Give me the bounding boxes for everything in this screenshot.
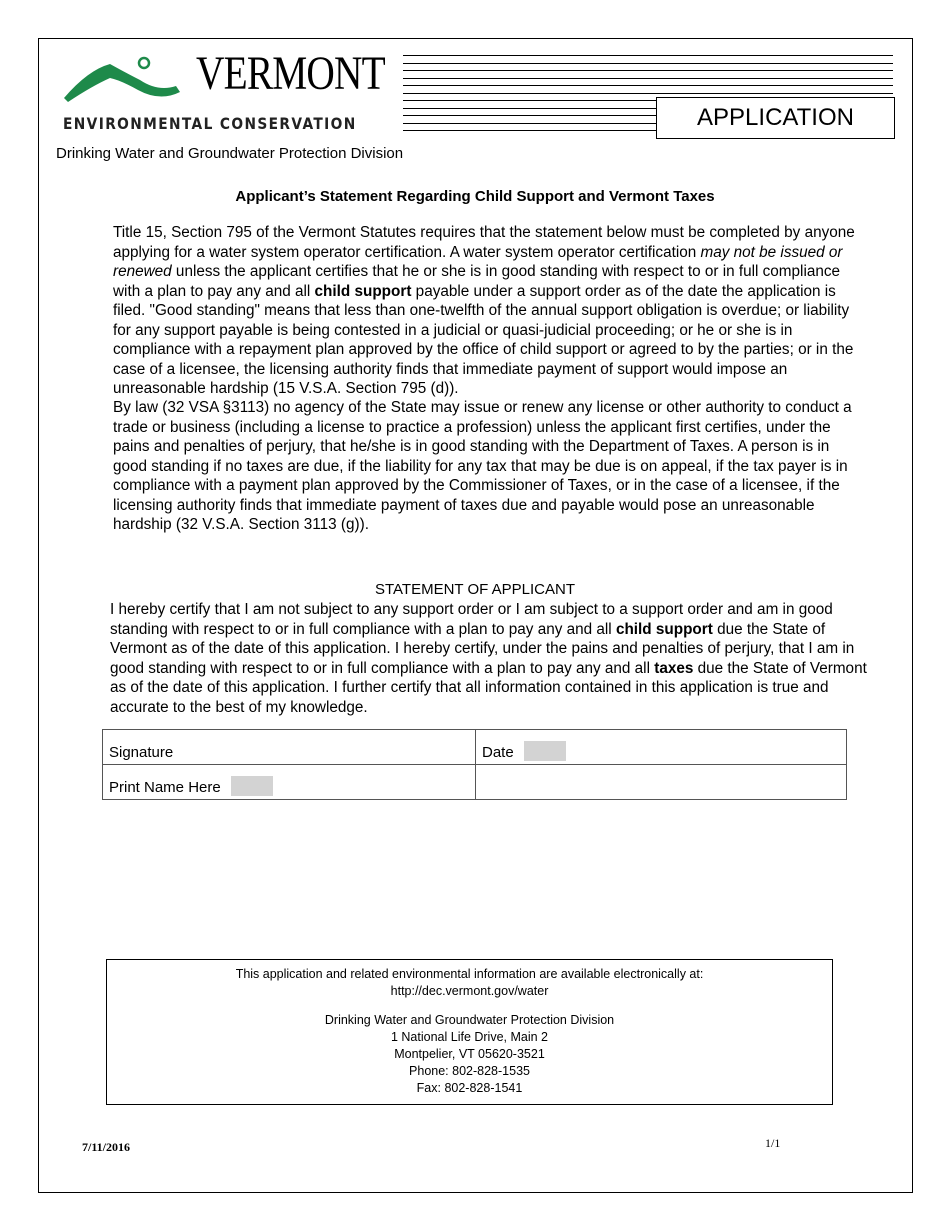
date-input[interactable] xyxy=(524,741,566,761)
footer-line: This application and related environmental information are available electronically at: xyxy=(235,967,704,981)
taxes-paragraph: By law (32 VSA §3113) no agency of the State may issue or renew any license or other authority to conduct a trade or business (including a license to practice a profession) unless the applicant first certifies, under the pains and penalties of perjury, that he/she is in good standing with the Department of Taxes. A person is in good standing if no taxes are due, if the liability for any tax that may be due is on appeal, if the tax payer is in compliance with a payment plan approved by the Commissioner of Taxes, or in the case of a licensee, if the licensing authority finds that immediate payment of taxes due and payable would pose an unreasonable hardship (32 V.S.A. Section 3113 (g)). xyxy=(113,399,852,533)
page-title: Applicant’s Statement Regarding Child Support and Vermont Taxes xyxy=(235,188,715,205)
date-label: Date xyxy=(482,744,514,761)
empty-cell xyxy=(476,765,847,800)
application-badge: APPLICATION xyxy=(656,97,895,139)
footer-line: Fax: 802-828-1541 xyxy=(416,1081,523,1095)
signature-label: Signature xyxy=(109,744,174,761)
child-support-paragraph: Title 15, Section 795 of the Vermont Statutes requires that the statement below must be completed by anyone applying for a water system operator certification. A water system operator certification may not be issued or renewed unless the applicant certifies that he or she is in good standing with respect to or in full compliance with a plan to pay any and all child support payable under a support order as of the date the application is filed. "Good standing" means that less than one-twelfth of the annual support obligation is overdue; or liability for any support payable is being contested in a judicial or quasi-judicial proceeding; or he or she is in compliance with a repayment plan approved by the office of child support or agreed to by the parties; or in the case of a licensee, the licensing authority finds that immediate payment of support would impose an unreasonable hardship (15 V.S.A. Section 795 (d)). xyxy=(113,224,855,397)
footer-line: 1 National Life Drive, Main 2 xyxy=(390,1030,549,1044)
footer-line: Phone: 802-828-1535 xyxy=(409,1064,530,1078)
print-name-input[interactable] xyxy=(231,776,273,796)
print-name-label: Print Name Here xyxy=(109,779,221,796)
revision-date: 7/11/2016 xyxy=(82,1140,131,1154)
contact-footer xyxy=(106,959,833,1105)
print-name-cell xyxy=(103,765,476,800)
page-number: 1/1 xyxy=(765,1136,781,1150)
signature-form xyxy=(102,729,847,800)
division-name: Drinking Water and Groundwater Protection Division xyxy=(56,145,404,162)
logo-subtitle: ENVIRONMENTAL CONSERVATION xyxy=(63,114,357,133)
footer-line: Drinking Water and Groundwater Protection Division xyxy=(324,1013,615,1027)
signature-field[interactable] xyxy=(103,730,476,765)
statement-paragraph: I hereby certify that I am not subject to any support order or I am subject to a support order and am in good standing with respect to or in full compliance with a plan to pay any and all child support due the State of Vermont as of the date of this application. I hereby certify, under the pains and penalties of perjury, that I am in good standing with respect to or in full compliance with a plan to pay any and all taxes due the State of Vermont as of the date of this application. I further certify that all information contained in this application is true and accurate to the best of my knowledge. xyxy=(110,601,867,716)
date-cell xyxy=(476,730,847,765)
website-link[interactable]: http://dec.vermont.gov/water xyxy=(390,984,549,998)
statement-heading: STATEMENT OF APPLICANT xyxy=(374,581,576,598)
logo-wordmark: VERMONT xyxy=(196,47,385,100)
footer-line: Montpelier, VT 05620-3521 xyxy=(394,1047,545,1061)
